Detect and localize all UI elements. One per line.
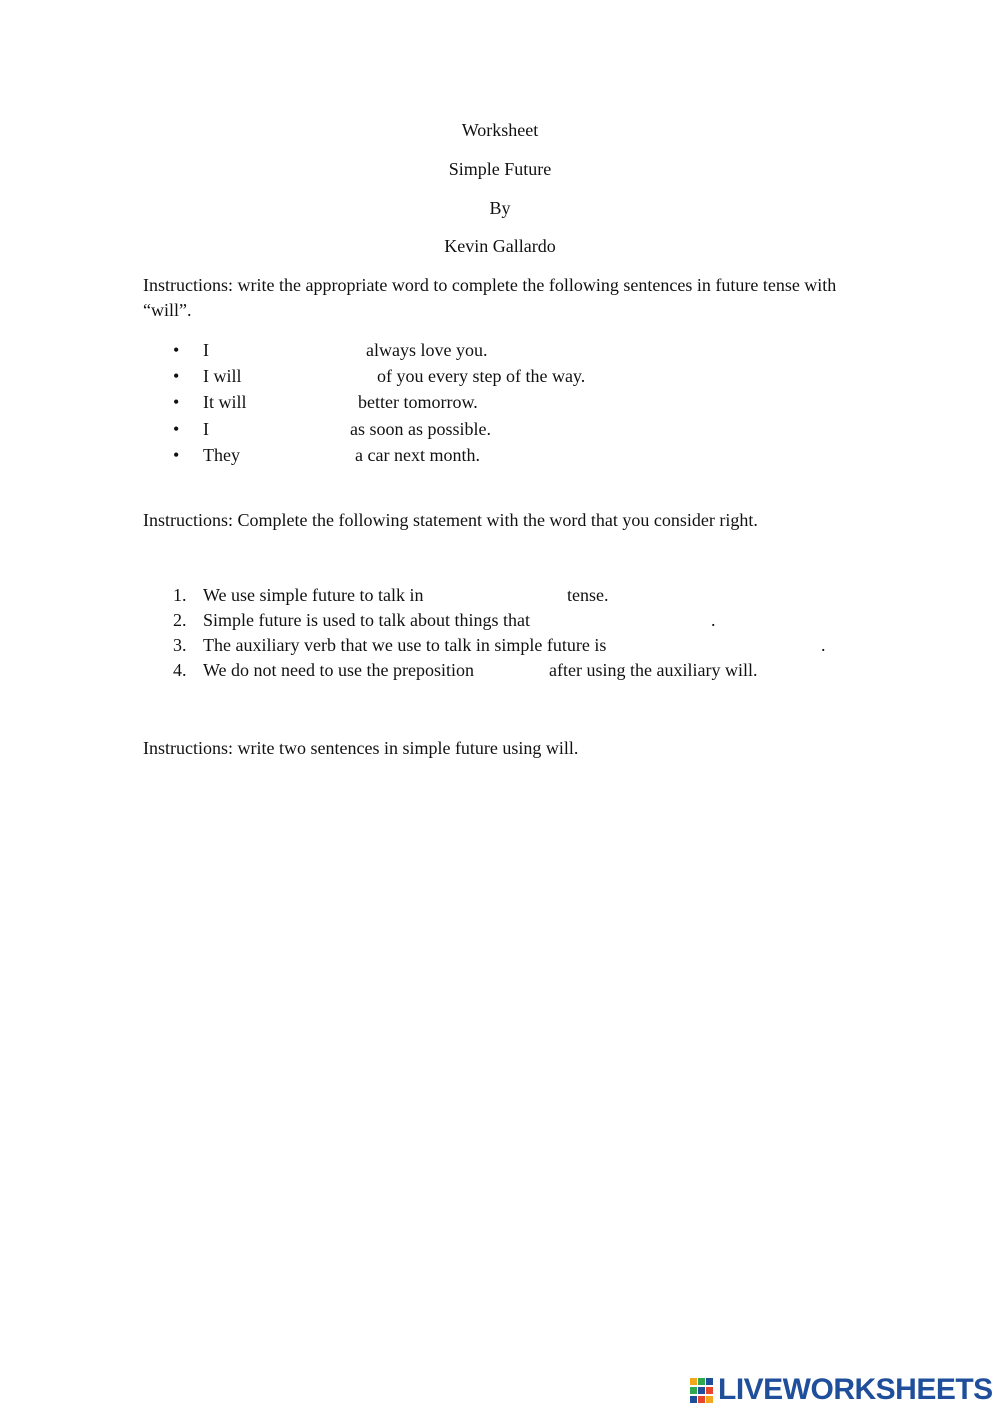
list-item bbox=[0, 366, 1000, 390]
list-item bbox=[0, 392, 1000, 416]
bullet-icon: • bbox=[173, 419, 180, 439]
list-item bbox=[0, 660, 1000, 684]
sentence-start: I will bbox=[203, 366, 242, 386]
sentence-end: better tomorrow. bbox=[358, 392, 478, 412]
answer-blank-6[interactable] bbox=[458, 585, 562, 607]
sentence-end: . bbox=[711, 610, 716, 630]
sentence-end: . bbox=[821, 635, 826, 655]
answer-blank-3[interactable] bbox=[258, 392, 352, 414]
sentence-start: I bbox=[203, 419, 209, 439]
answer-blank-8[interactable] bbox=[660, 635, 818, 657]
worksheet-title: Simple Future bbox=[448, 159, 552, 179]
answer-blank-7[interactable] bbox=[574, 610, 708, 632]
sentence-start: We do not need to use the preposition bbox=[203, 660, 474, 680]
liveworksheets-logo-icon bbox=[690, 1378, 714, 1404]
sentence-start: The auxiliary verb that we use to talk in simple future is bbox=[203, 635, 607, 655]
bullet-icon: • bbox=[173, 366, 180, 386]
sentence-end: always love you. bbox=[366, 340, 488, 360]
sentence-end: a car next month. bbox=[355, 445, 480, 465]
list-item bbox=[0, 419, 1000, 443]
bullet-icon: • bbox=[173, 340, 180, 360]
sentence-start: Simple future is used to talk about things that bbox=[203, 610, 530, 630]
answer-blank-5[interactable] bbox=[252, 445, 348, 467]
list-item bbox=[0, 635, 1000, 659]
sentence-end: tense. bbox=[567, 585, 609, 605]
answer-blank-1[interactable] bbox=[220, 340, 360, 362]
sentence-end: of you every step of the way. bbox=[377, 366, 586, 386]
author-name: Kevin Gallardo bbox=[444, 236, 556, 256]
sentence-end: as soon as possible. bbox=[350, 419, 491, 439]
list-item bbox=[0, 610, 1000, 634]
worksheet-label: Worksheet bbox=[461, 120, 539, 140]
answer-blank-4[interactable] bbox=[220, 419, 344, 441]
byline: By bbox=[489, 198, 511, 218]
answer-blank-9[interactable] bbox=[512, 660, 544, 682]
instruction-1: Instructions: write the appropriate word to complete the following sentences in future tense with “will”. bbox=[143, 275, 837, 320]
bullet-icon: • bbox=[173, 392, 180, 412]
sentence-end: after using the auxiliary will. bbox=[549, 660, 758, 680]
list-item bbox=[0, 445, 1000, 469]
sentence-start: They bbox=[203, 445, 240, 465]
item-number: 1. bbox=[173, 585, 187, 605]
item-number: 4. bbox=[173, 660, 187, 680]
sentence-start: It will bbox=[203, 392, 247, 412]
instruction-3: Instructions: write two sentences in simple future using will. bbox=[143, 738, 579, 758]
item-number: 3. bbox=[173, 635, 187, 655]
answer-blank-2[interactable] bbox=[254, 366, 372, 388]
list-item bbox=[0, 340, 1000, 364]
sentence-start: I bbox=[203, 340, 209, 360]
bullet-icon: • bbox=[173, 445, 180, 465]
item-number: 2. bbox=[173, 610, 187, 630]
instruction-2: Instructions: Complete the following statement with the word that you consider right. bbox=[143, 510, 758, 530]
sentence-start: We use simple future to talk in bbox=[203, 585, 424, 605]
list-item bbox=[0, 585, 1000, 609]
logo-wordmark: LIVEWORKSHEETS bbox=[718, 1373, 993, 1406]
